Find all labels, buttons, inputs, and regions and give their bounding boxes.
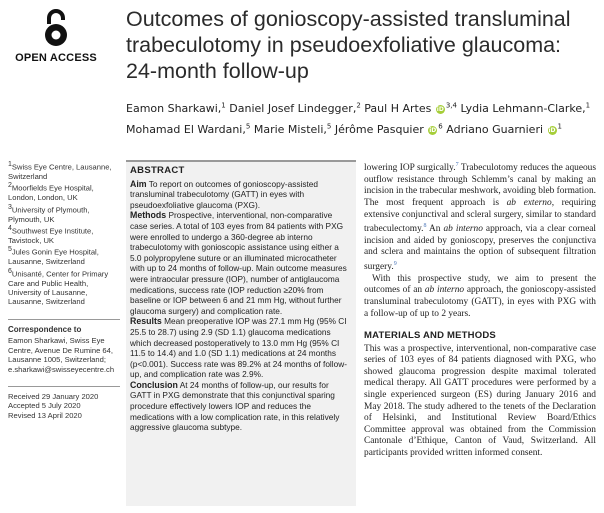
abstract-aim: Aim To report on outcomes of gonioscopy-assisted transluminal trabeculotomy (GATT) in eyes with pseudoexfoliative glaucoma (PXG). (130, 178, 319, 210)
correspondence-text: Eamon Sharkawi, Swiss Eye Centre, Avenue De Rumine 64, Lausanne 1005, Switzerland; e.sharkawi@swisseyecentre.ch (8, 336, 115, 374)
affiliation: $^1$Swiss Eye Centre, Lausanne, Switzerland (8, 161, 112, 181)
author: Eamon Sharkawi,$^1$ (126, 101, 226, 115)
body-text (364, 160, 596, 460)
body-paragraph: This was a prospective, interventional, non-comparative case series of 103 eyes of 84 patients diagnosed with PXG, who showed glaucoma progression despite maximal tolerated medical therapy. All GATT procedures were performed by a single experienced surgeon (ES) during January 2016 and May 2018. The study adhered to the tenets of the Declaration of Helsinki, and Institutional Review Board/Ethics Committee approval was obtained from the Commission Cantonale d’Ethique, Canton of Vaud, Switzerland. All participants provided written informed consent. (364, 343, 596, 459)
revised-date: Revised 13 April 2020 (8, 410, 82, 420)
received-date: Received 29 January 2020 (8, 391, 99, 401)
author: Adriano Guarnieri $iD^1$ (446, 122, 562, 137)
abstract-heading: ABSTRACT (130, 165, 185, 176)
article-dates (8, 386, 120, 420)
orcid-icon[interactable]: iD (429, 127, 437, 135)
affiliation: $^2$Moorfields Eye Hospital, London, London, UK (8, 182, 94, 203)
section-heading-methods: MATERIALS AND METHODS (364, 330, 496, 342)
affiliation: $^4$Southwest Eye Institute, Tavistock, UK (8, 225, 94, 245)
affiliation: $^5$Jules Gonin Eye Hospital, Lausanne, Switzerland (8, 246, 99, 267)
abstract-conclusion: Conclusion At 24 months of follow-up, our results for GATT in PXG demonstrate that this conjunctival sparing procedure effectively lowers IOP and reduces the medications with a low complication rate, in this relatively aggressive glaucoma subtype. (130, 379, 340, 433)
orcid-icon[interactable]: iD (436, 105, 444, 113)
open-access-label: OPEN ACCESS (15, 52, 97, 64)
author: Daniel Josef Lindegger,$^2$ (229, 101, 361, 115)
author-list (126, 96, 598, 139)
abstract-box (126, 160, 356, 506)
reference-link[interactable]: 7 (455, 162, 459, 168)
reference-link[interactable]: 9 (393, 261, 397, 267)
affiliations-sidebar (8, 160, 120, 420)
body-paragraph: lowering IOP surgically.$^7$ Trabeculotomy reduces the aqueous outflow resistance through Schlemm’s canal by making an incision in the trabecular meshwork, avoiding bleb formation. The most frequent approach is ab externo, requiring extensive conjunctival and scleral surgery, similar to standard trabeculectomy.$^8$ An ab interno approach, via a clear corneal incision and aided by gonioscopy, preserves the conjunctiva and sclera and maintains the option of subsequent filtration surgery.$^9$ (364, 162, 597, 273)
correspondence-heading: Correspondence to (8, 319, 120, 334)
reference-link[interactable]: 8 (423, 223, 427, 230)
affiliation: $^3$University of Plymouth, Plymouth, UK (8, 203, 90, 224)
author: Jérôme Pasquier $iD^6$ (334, 122, 443, 137)
open-access-badge (10, 8, 102, 64)
open-access-lock-icon (41, 8, 71, 48)
author: Paul H Artes iD$^{3,4}$ (364, 101, 457, 115)
author: Lydia Lehmann-Clarke,$^1$ (460, 101, 591, 115)
author: Marie Misteli,$^5$ (253, 122, 332, 137)
abstract-results: Results Mean preoperative IOP was 27.1 mm Hg (95% CI 25.5 to 28.7) using 2.9 (SD 1.1) glaucoma medications which decreased postoperatively to 13.0 mm Hg (95% CI 11.5 to 14.4) and 1.0 (SD 1.1) medications at 24 months (p<0.001). Success rate was 89.2% at 24 months of follow-up, and complication rate was 2.9%. (130, 316, 347, 380)
author: Mohamad El Wardani,$^5$ (126, 122, 251, 137)
accepted-date: Accepted 5 July 2020 (8, 401, 81, 411)
orcid-icon[interactable]: iD (548, 127, 556, 135)
abstract-methods: Methods Prospective, interventional, non-comparative case series. A total of 103 eyes from 84 patients with PXG were enrolled to undergo a 360-degree ab interno trabeculotomy with gonioscopic assistance using either a 5.0 polypropylene suture or an illuminated microcatheter with up to 24 months of follow-up. Main outcome measures were intraocular pressure (IOP), number of antiglaucoma medications, success rate (IOP reduction ≥20% from baseline or IOP between 6 and 21 mm Hg, without further glaucoma surgery) and complication rate. (130, 210, 347, 316)
affiliation: $^6$Unisanté, Center for Primary Care and Public Health, University of Lausanne, Lausanne, Switzerland (8, 267, 109, 307)
article-title: Outcomes of gonioscopy-assisted transluminal trabeculotomy in pseudoexfoliative glaucoma: 24-month follow-up (126, 7, 571, 83)
body-paragraph: With this prospective study, we aim to present the outcomes of an ab interno approach, the gonioscopy-assisted transluminal trabeculotomy (GATT), in eyes with PXG with a follow-up of up to 2 years. (364, 273, 596, 319)
